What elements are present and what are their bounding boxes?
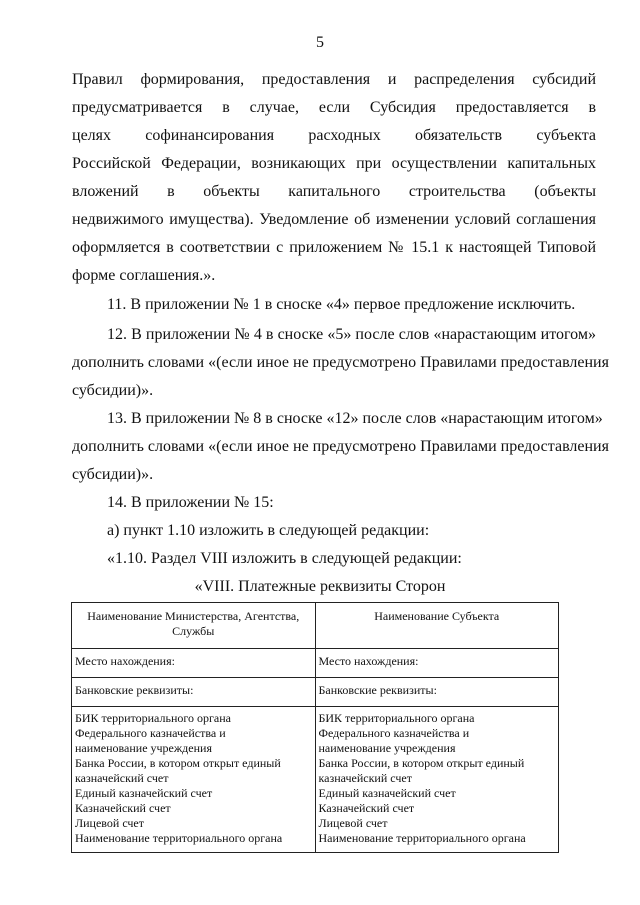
text-line: целях софинансирования расходных обязательств субъекта — [72, 127, 596, 144]
paragraph-item-13: 13. В приложении № 8 в сноске «12» после слов «нарастающим итогом» — [107, 410, 603, 427]
cell-line: БИК территориального органа — [318, 711, 475, 725]
text-line: форме соглашения.». — [72, 267, 216, 284]
table-row-details — [72, 707, 559, 853]
text-line: субсидии)». — [72, 466, 154, 483]
cell-line: Наименование территориального органа — [75, 831, 283, 845]
paragraph-item-12: 12. В приложении № 4 в сноске «5» после слов «нарастающим итогом» — [107, 326, 596, 343]
bank-right: Банковские реквизиты: — [315, 678, 559, 707]
cell-line: Службы — [172, 624, 215, 638]
text-line: оформляется в соответствии с приложением № 15.1 к настоящей Типовой — [72, 239, 596, 256]
text-line: Правил формирования, предоставления и распределения субсидий — [72, 71, 596, 88]
section-title: «VIII. Платежные реквизиты Сторон — [194, 578, 446, 595]
cell-line: Федерального казначейства и — [318, 726, 470, 740]
cell-line: казначейский счет — [318, 771, 412, 785]
location-right: Место нахождения: — [315, 649, 559, 678]
header-cell-subject — [315, 603, 559, 649]
text-line: дополнить словами «(если иное не предусмотрено Правилами предоставления — [72, 438, 609, 455]
text-line: Российской Федерации, возникающих при осуществлении капитальных — [72, 155, 596, 172]
details-right — [315, 707, 559, 853]
cell-line: Наименование Субъекта — [374, 609, 500, 623]
table-header-row — [72, 603, 559, 649]
header-cell-ministry — [72, 603, 316, 649]
location-left: Место нахождения: — [72, 649, 316, 678]
cell-line: Наименование Министерства, Агентства, — [87, 609, 300, 623]
cell-line: Лицевой счет — [318, 816, 388, 830]
payment-details-table — [71, 602, 559, 853]
text-line: вложений в объекты капитального строительства (объекты — [72, 183, 596, 200]
cell-line: Лицевой счет — [75, 816, 145, 830]
paragraph-item-14: 14. В приложении № 15: — [107, 494, 274, 511]
cell-line: Казначейский счет — [75, 801, 171, 815]
cell-line: Банка России, в котором открыт единый — [75, 756, 281, 770]
bank-left: Банковские реквизиты: — [72, 678, 316, 707]
page-number: 5 — [316, 34, 324, 51]
paragraph-item-11: 11. В приложении № 1 в сноске «4» первое предложение исключить. — [107, 296, 576, 313]
cell-line: Банка России, в котором открыт единый — [318, 756, 525, 770]
text-line: субсидии)». — [72, 382, 154, 399]
cell-line: казначейский счет — [75, 771, 169, 785]
cell-line: БИК территориального органа — [75, 711, 231, 725]
cell-line: наименование учреждения — [75, 741, 212, 755]
cell-line: наименование учреждения — [318, 741, 456, 755]
cell-line: Единый казначейский счет — [318, 786, 456, 800]
quoted-paragraph: «1.10. Раздел VIII изложить в следующей редакции: — [107, 550, 462, 567]
cell-line: Единый казначейский счет — [75, 786, 213, 800]
text-line: предусматривается в случае, если Субсидия предоставляется в — [72, 99, 596, 116]
table-row-location — [72, 649, 559, 678]
cell-line: Наименование территориального органа — [318, 831, 526, 845]
text-line: дополнить словами «(если иное не предусмотрено Правилами предоставления — [72, 354, 609, 371]
table-row-bank — [72, 678, 559, 707]
cell-line: Казначейский счет — [318, 801, 415, 815]
paragraph-item-a: а) пункт 1.10 изложить в следующей редакции: — [107, 522, 430, 539]
details-left — [72, 707, 316, 853]
cell-line: Федерального казначейства и — [75, 726, 226, 740]
text-line: недвижимого имущества). Уведомление об изменении условий соглашения — [72, 211, 596, 228]
